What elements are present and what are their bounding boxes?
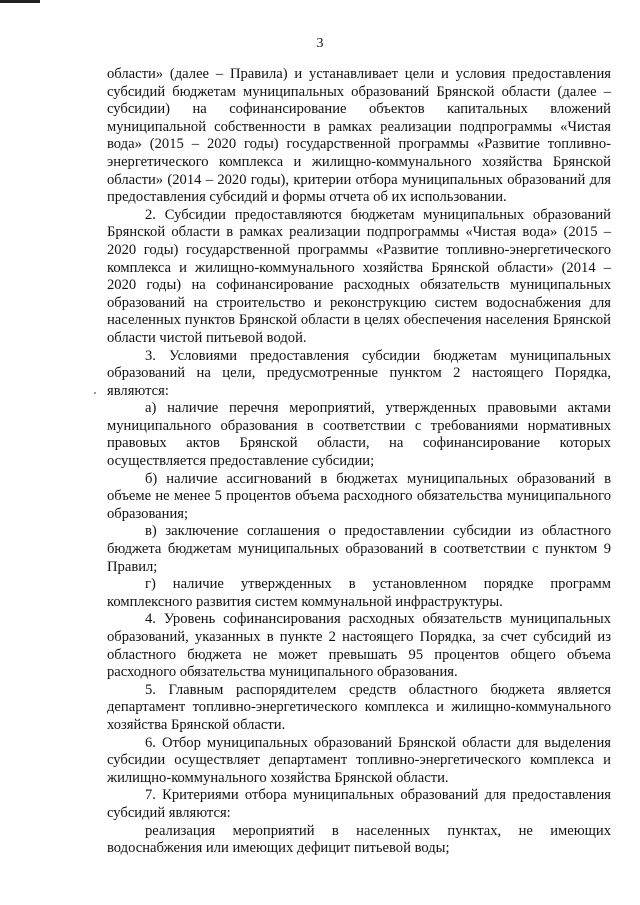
paragraph-7-criterion-1: реализация мероприятий в населенных пунктах, не имеющих водоснабжения или имеющих дефицит питьевой воды; xyxy=(107,822,611,857)
document-body xyxy=(107,66,611,858)
paragraph-6-selection: 6. Отбор муниципальных образований Брянской области для выделения субсидии осуществляет департамент топливно-энергетического комплекса и жилищно-коммунального хозяйства Брянской области. xyxy=(107,734,611,786)
paragraph-intro-continuation: области» (далее – Правила) и устанавливает цели и условия предоставления субсидий бюджетам муниципальных образований Брянской области (далее – субсидии) на софинансирование объектов капитальных вложений муниципальной собственности в рамках реализации подпрограммы «Чистая вода» (2015 – 2020 годы) государственной программы «Развитие топливно-энергетического комплекса и жилищно-коммунального хозяйства Брянской области» (2014 – 2020 годы), критерии отбора муниципальных образований для предоставления субсидий и формы отчета об их использовании. xyxy=(107,66,611,206)
paragraph-7-criteria: 7. Критериями отбора муниципальных образований для предоставления субсидий являются: xyxy=(107,787,611,821)
paragraph-4-cofinancing-level: 4. Уровень софинансирования расходных обязательств муниципальных образований, указанных в пункте 2 настоящего Порядка, за счет субсидий из областного бюджета не может превышать 95 процентов общего объема расходного обязательства муниципального образования. xyxy=(107,611,611,681)
paragraph-2-subsidy-purpose: 2. Субсидии предоставляются бюджетам муниципальных образований Брянской области в рамках реализации подпрограммы «Чистая вода» (2015 – 2020 годы) государственной программы «Развитие топливно-энергетического комплекса и жилищно-коммунального хозяйства Брянской области» (2014 – 2020 годы) на софинансирование расходных обязательств муниципальных образований на строительство и реконструкцию систем водоснабжения для населенных пунктов Брянской области в целях обеспечения населения Брянской области чистой питьевой водой. xyxy=(107,206,611,346)
top-edge-rule xyxy=(0,0,40,3)
scan-artifact-dot xyxy=(94,392,96,394)
paragraph-3-conditions: 3. Условиями предоставления субсидии бюджетам муниципальных образований на цели, предусмотренные пунктом 2 настоящего Порядка, являются: xyxy=(107,347,611,399)
paragraph-3g: г) наличие утвержденных в установленном порядке программ комплексного развития систем коммунальной инфраструктуры. xyxy=(107,576,611,610)
paragraph-3a: а) наличие перечня мероприятий, утвержденных правовыми актами муниципального образования в соответствии с требованиями нормативных правовых актов Брянской области, на софинансирование которых осуществляется предоставление субсидии; xyxy=(107,400,611,470)
paragraph-3v: в) заключение соглашения о предоставлении субсидии из областного бюджета бюджетам муниципальных образований в соответствии с пунктом 9 Правил; xyxy=(107,523,611,575)
paragraph-3b: б) наличие ассигнований в бюджетах муниципальных образований в объеме не менее 5 процентов объема расходного обязательства муниципального образования; xyxy=(107,470,611,522)
paragraph-5-main-administrator: 5. Главным распорядителем средств областного бюджета является департамент топливно-энергетического комплекса и жилищно-коммунального хозяйства Брянской области. xyxy=(107,681,611,733)
page-number: 3 xyxy=(316,36,324,51)
